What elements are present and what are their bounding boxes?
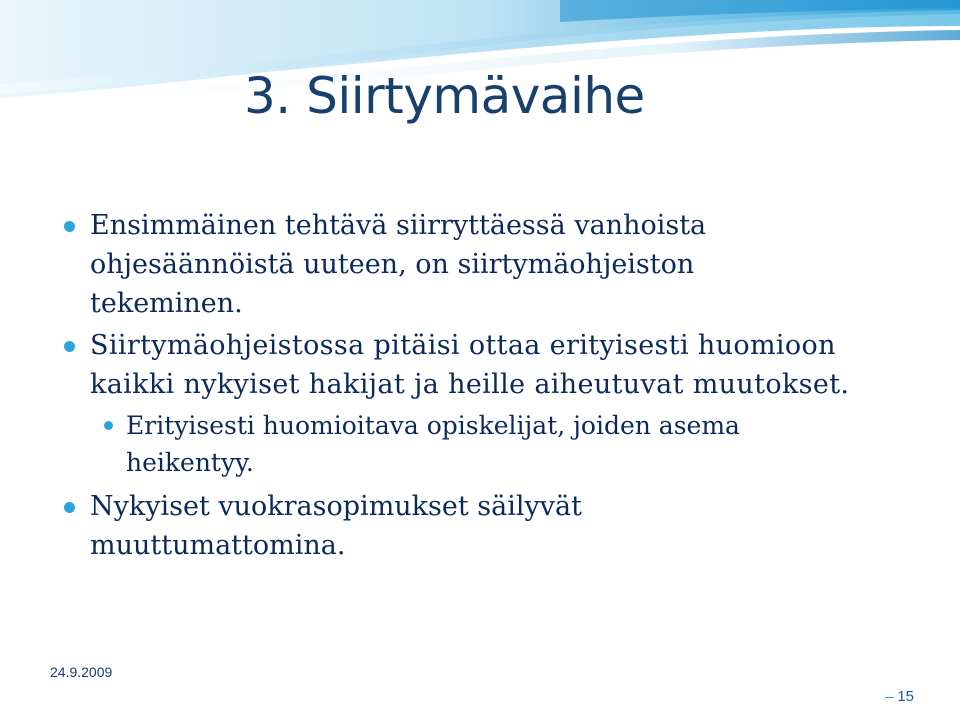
- bullet-text-line: Ensimmäinen tehtävä siirryttäessä vanhoista: [90, 210, 707, 241]
- bullet-item: [64, 206, 924, 323]
- sub-bullet-text-line: heikentyy.: [126, 448, 254, 477]
- page-number-value: 15: [897, 688, 914, 705]
- bullet-item: [64, 487, 924, 565]
- sub-bullet-item: [64, 407, 924, 481]
- bullet-text-line: Siirtymäohjeistossa pitäisi ottaa erityisesti huomioon: [90, 330, 836, 361]
- sub-bullet-text-line: Erityisesti huomioitava opiskelijat, joiden asema: [126, 411, 740, 440]
- bullet-dot-icon: [64, 221, 75, 232]
- bullet-text-line: muuttumattomina.: [90, 530, 346, 561]
- slide-content: [64, 206, 924, 568]
- page-number: [885, 688, 914, 705]
- bullet-item: [64, 326, 924, 404]
- bullet-dot-icon: [64, 341, 75, 352]
- footer-date: 24.9.2009: [50, 664, 113, 680]
- bullet-text-line: Nykyiset vuokrasopimukset säilyvät: [90, 491, 582, 522]
- bullet-dot-icon: [64, 502, 75, 513]
- bullet-text-line: kaikki nykyiset hakijat ja heille aiheutuvat muutokset.: [90, 369, 850, 400]
- dash-icon: [885, 697, 894, 698]
- slide-title: 3. Siirtymävaihe: [244, 67, 645, 125]
- bullet-text-line: ohjesäännöistä uuteen, on siirtymäohjeiston: [90, 249, 695, 280]
- bullet-text-line: tekeminen.: [90, 288, 243, 319]
- sub-bullet-dot-icon: [104, 421, 113, 430]
